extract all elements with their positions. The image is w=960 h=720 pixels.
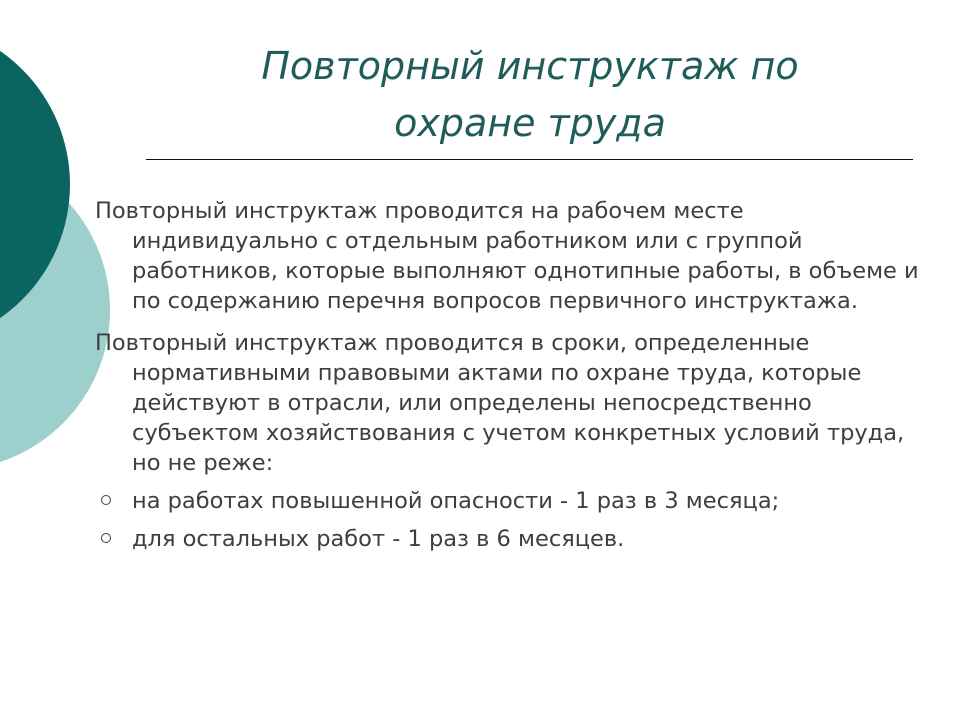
body-paragraph: Повторный инструктаж проводится на рабочем месте индивидуально с отдельным работником или с группой работников, которые выполняют однотипные работы, в объеме и по содержанию перечня вопросов первичного инструктажа. — [95, 198, 919, 314]
bullet-item — [95, 524, 935, 554]
bullet-text: для остальных работ - 1 раз в 6 месяцев. — [132, 526, 625, 552]
bullet-text: на работах повышенной опасности - 1 раз в 3 месяца; — [132, 488, 780, 514]
slide-title-line: охране труда — [394, 101, 666, 145]
slide-title-line: Повторный инструктаж по — [261, 44, 799, 88]
hollow-circle-bullet-icon — [101, 533, 111, 543]
slide-body — [95, 196, 935, 554]
title-divider — [146, 159, 913, 160]
hollow-circle-bullet-icon — [101, 495, 111, 505]
body-paragraph: Повторный инструктаж проводится в сроки, определенные нормативными правовыми актами по охране труда, которые действуют в отрасли, или определены непосредственно субъектом хозяйствования с учетом конкретных условий труда, но не реже: — [95, 330, 905, 476]
slide-title — [150, 38, 910, 152]
bullet-item — [95, 486, 935, 516]
